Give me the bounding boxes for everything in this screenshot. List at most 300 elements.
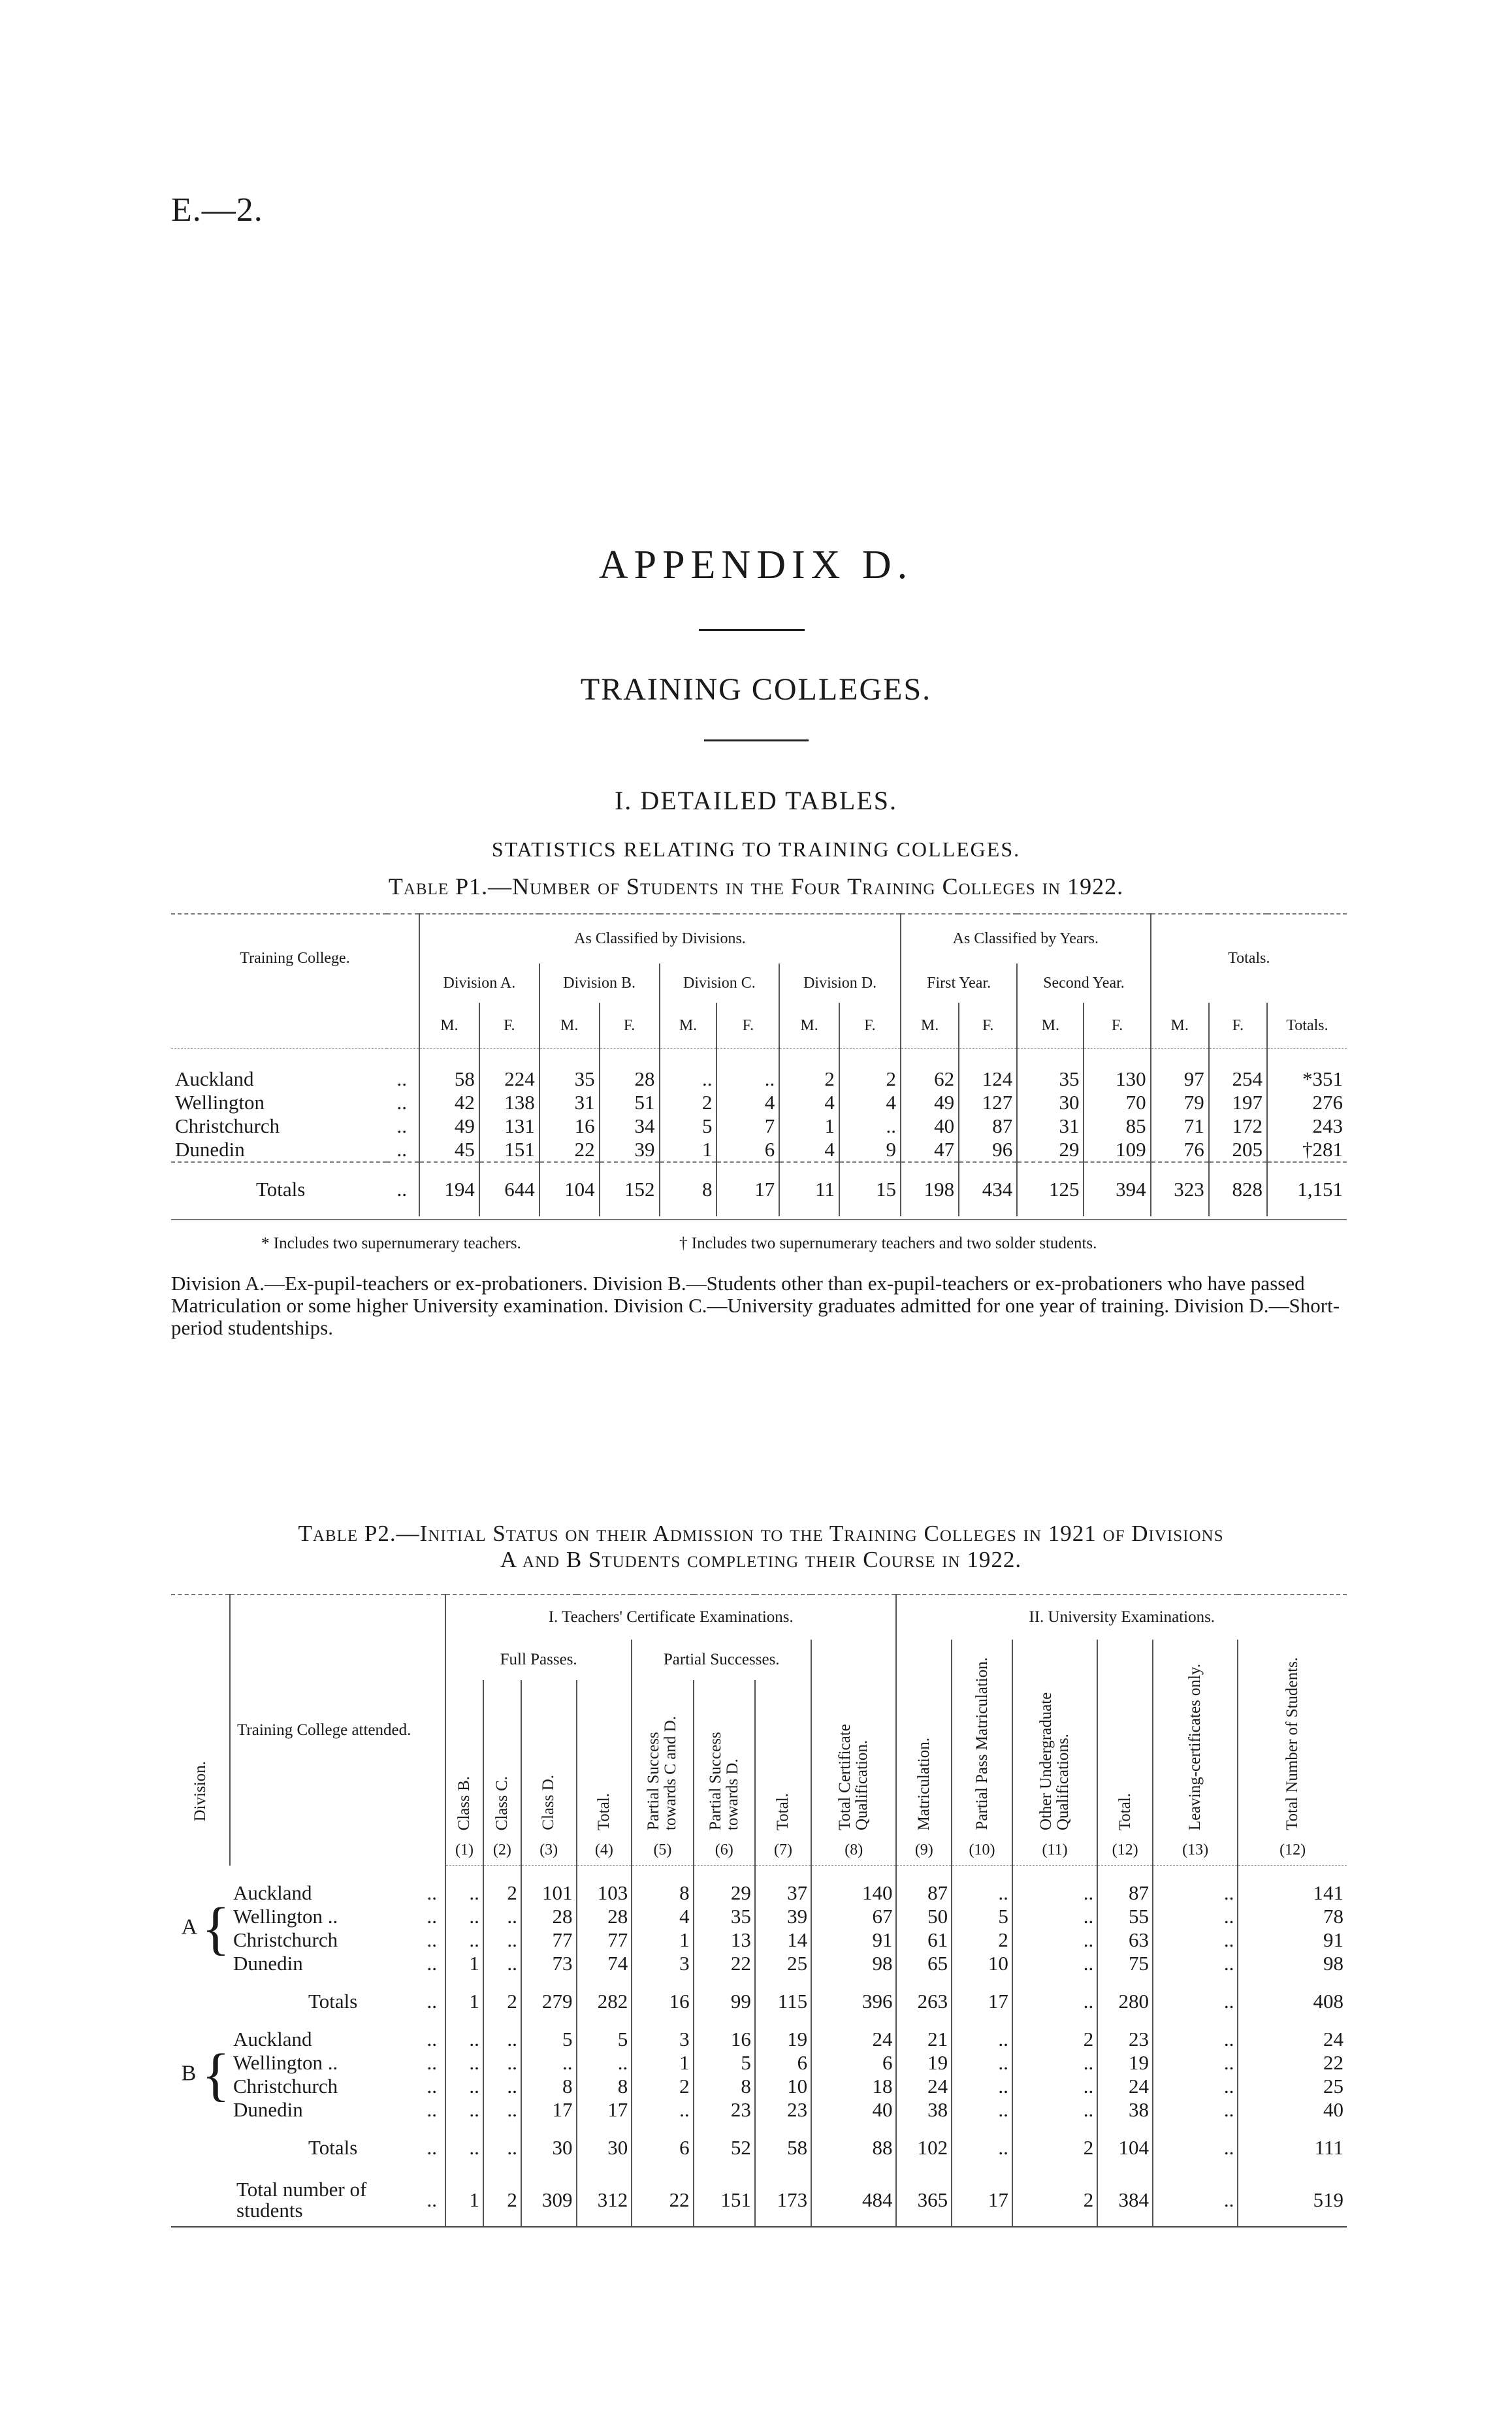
table-cell: .. xyxy=(483,2075,521,2098)
table-cell: 50 xyxy=(896,1905,952,1928)
leader-dots: .. xyxy=(426,2098,437,2121)
table-cell: 28 xyxy=(521,1905,577,1928)
table-cell: 5 xyxy=(660,1114,717,1138)
table-cell: .. xyxy=(445,2051,483,2075)
table-cell: 67 xyxy=(811,1905,896,1928)
col-leaving-cert: Leaving-certificates only. xyxy=(1153,1640,1238,1835)
group-teachers-cert: I. Teachers' Certificate Examinations. xyxy=(445,1595,896,1640)
table-cell: 2 xyxy=(1012,2028,1097,2051)
table-cell: .. xyxy=(445,1928,483,1952)
col-number: (1) xyxy=(445,1835,483,1866)
college-name: Wellington .. xyxy=(233,1905,338,1928)
col-f: F. xyxy=(959,1003,1017,1049)
table-cell: 35 xyxy=(694,1905,755,1928)
table-cell: 10 xyxy=(952,1952,1012,1975)
division-description: Division A.—Ex-pupil-teachers or ex-probationers. Division B.—Students other than ex-pupil-teachers or ex-probationers who have passed Matriculation or some higher University examination. Division C.—University graduates admitted for one year of training. Division D.—Short-period studentships. xyxy=(171,1272,1340,1339)
table-cell: .. xyxy=(952,1881,1012,1905)
page-reference: E.—2. xyxy=(171,191,263,229)
col-number: (7) xyxy=(755,1835,811,1866)
table-cell: 25 xyxy=(1238,2075,1347,2098)
leader-dots: .. xyxy=(426,1905,437,1928)
table-cell: 4 xyxy=(779,1091,839,1114)
table-cell: 23 xyxy=(694,2098,755,2122)
table-cell: 2 xyxy=(779,1067,839,1091)
table-cell: 97 xyxy=(1151,1067,1209,1091)
total-cell: 17 xyxy=(952,2174,1012,2227)
table-cell: .. xyxy=(660,1067,717,1091)
total-cell: 396 xyxy=(811,1975,896,2028)
table-cell: 19 xyxy=(755,2028,811,2051)
table-cell: 138 xyxy=(479,1091,539,1114)
table-cell: 24 xyxy=(896,2075,952,2098)
statistics-heading: STATISTICS RELATING TO TRAINING COLLEGES. xyxy=(491,837,1021,861)
table-cell: 9 xyxy=(839,1138,901,1162)
table-cell: 47 xyxy=(901,1138,959,1162)
table-cell: .. xyxy=(632,2098,693,2122)
table-cell: 172 xyxy=(1209,1114,1267,1138)
total-cell: 151 xyxy=(694,2174,755,2227)
totals-label: Totals xyxy=(308,1990,358,2013)
table-cell: .. xyxy=(1153,1905,1238,1928)
college-name: Dunedin xyxy=(233,2098,303,2121)
table-cell: 13 xyxy=(694,1928,755,1952)
table-p2-body xyxy=(171,1866,1347,2228)
table-cell: 4 xyxy=(716,1091,779,1114)
total-cell: 111 xyxy=(1238,2122,1347,2174)
leader-dots: .. xyxy=(396,1138,407,1161)
table-cell: 151 xyxy=(479,1138,539,1162)
col-training-college: Training College. xyxy=(171,914,419,1003)
table-cell: 22 xyxy=(539,1138,600,1162)
total-cell: 644 xyxy=(479,1162,539,1216)
col-full-total: Total. xyxy=(577,1680,632,1835)
col-m: M. xyxy=(660,1003,717,1049)
total-cell: 102 xyxy=(896,2122,952,2174)
grand-total-row xyxy=(171,2174,1347,2227)
table-cell: 55 xyxy=(1097,1905,1153,1928)
total-cell: 88 xyxy=(811,2122,896,2174)
table-cell: .. xyxy=(1153,2098,1238,2122)
total-cell: 8 xyxy=(660,1162,717,1216)
col-number: (5) xyxy=(632,1835,693,1866)
table-cell: 3 xyxy=(632,1952,693,1975)
table-cell: 22 xyxy=(1238,2051,1347,2075)
total-cell: 30 xyxy=(577,2122,632,2174)
col-f: F. xyxy=(1209,1003,1267,1049)
group-university: II. University Examinations. xyxy=(896,1595,1347,1640)
table-cell: .. xyxy=(483,2028,521,2051)
total-cell: 152 xyxy=(600,1162,660,1216)
total-cell: 17 xyxy=(952,1975,1012,2028)
table-cell: 78 xyxy=(1238,1905,1347,1928)
table-cell: 243 xyxy=(1267,1114,1347,1138)
table-cell: 31 xyxy=(1017,1114,1084,1138)
table-cell: 5 xyxy=(694,2051,755,2075)
table-cell: .. xyxy=(483,2098,521,2122)
col-univ-total: Total. xyxy=(1097,1640,1153,1835)
table-cell: 38 xyxy=(896,2098,952,2122)
table-cell: 2 xyxy=(660,1091,717,1114)
total-cell: 282 xyxy=(577,1975,632,2028)
table-row xyxy=(171,1905,1347,1928)
table-row xyxy=(171,2075,1347,2098)
col-m: M. xyxy=(1017,1003,1084,1049)
col-second-year: Second Year. xyxy=(1017,964,1150,1003)
table-cell: 17 xyxy=(521,2098,577,2122)
college-name: Wellington xyxy=(175,1091,265,1114)
totals-label: Totals xyxy=(171,1162,387,1216)
table-cell: .. xyxy=(445,2098,483,2122)
table-cell: 101 xyxy=(521,1881,577,1905)
table-cell: 70 xyxy=(1084,1091,1150,1114)
table-cell: 2 xyxy=(952,1928,1012,1952)
table-p2-title-line2: A and B Students completing their Course in 1922. xyxy=(500,1547,1022,1572)
table-cell: .. xyxy=(952,2075,1012,2098)
col-number: (13) xyxy=(1153,1835,1238,1866)
total-cell: 2 xyxy=(483,2174,521,2227)
col-number: (2) xyxy=(483,1835,521,1866)
total-cell: .. xyxy=(1153,2122,1238,2174)
college-name: Dunedin xyxy=(175,1138,245,1161)
table-cell: 39 xyxy=(600,1138,660,1162)
table-cell: 22 xyxy=(694,1952,755,1975)
col-class-c: Class C. xyxy=(483,1680,521,1835)
table-cell: 35 xyxy=(1017,1067,1084,1091)
table-cell: 28 xyxy=(600,1067,660,1091)
group-partial-successes: Partial Successes. xyxy=(632,1640,811,1680)
leader-dots: .. xyxy=(426,2051,437,2074)
col-m: M. xyxy=(1151,1003,1209,1049)
table-cell: .. xyxy=(445,2028,483,2051)
appendix-heading: APPENDIX D. xyxy=(598,543,914,587)
table-cell: 141 xyxy=(1238,1881,1347,1905)
total-cell: 11 xyxy=(779,1162,839,1216)
table-cell: .. xyxy=(1012,1952,1097,1975)
table-p1-body xyxy=(171,1067,1347,1162)
table-cell: 35 xyxy=(539,1067,600,1091)
col-number: (12) xyxy=(1238,1835,1347,1866)
table-cell: .. xyxy=(1153,1881,1238,1905)
table-cell: 49 xyxy=(901,1091,959,1114)
table-cell: 28 xyxy=(577,1905,632,1928)
table-cell: 98 xyxy=(1238,1952,1347,1975)
table-cell: 87 xyxy=(959,1114,1017,1138)
leader-dots: .. xyxy=(426,1881,437,1904)
table-cell: 73 xyxy=(521,1952,577,1975)
table-cell: 42 xyxy=(419,1091,479,1114)
total-cell: 365 xyxy=(896,2174,952,2227)
college-name: Auckland xyxy=(175,1067,254,1090)
table-cell: .. xyxy=(952,2028,1012,2051)
total-cell: 6 xyxy=(632,2122,693,2174)
table-cell: 77 xyxy=(577,1928,632,1952)
divider xyxy=(171,1219,1347,1220)
table-cell: 87 xyxy=(1097,1881,1153,1905)
col-number: (3) xyxy=(521,1835,577,1866)
total-cell: .. xyxy=(483,2122,521,2174)
total-cell: 30 xyxy=(521,2122,577,2174)
table-cell: 85 xyxy=(1084,1114,1150,1138)
table-cell: 6 xyxy=(755,2051,811,2075)
table-cell: .. xyxy=(1153,2075,1238,2098)
total-cell: 519 xyxy=(1238,2174,1347,2227)
col-m: M. xyxy=(901,1003,959,1049)
table-cell: 2 xyxy=(483,1881,521,1905)
leader-dots: .. xyxy=(426,1990,437,2013)
leader-dots: .. xyxy=(396,1091,407,1114)
detailed-tables-heading: I. DETAILED TABLES. xyxy=(614,786,898,815)
col-total-cert: Total Certificate Qualification. xyxy=(811,1640,896,1835)
col-division: Division. xyxy=(171,1595,230,1866)
total-cell: 22 xyxy=(632,2174,693,2227)
footnote-dagger: † Includes two supernumerary teachers and two solder students. xyxy=(679,1235,1097,1252)
table-cell: 130 xyxy=(1084,1067,1150,1091)
col-college-attended: Training College attended. xyxy=(230,1595,445,1866)
table-cell: 6 xyxy=(716,1138,779,1162)
col-m: M. xyxy=(539,1003,600,1049)
total-cell: 125 xyxy=(1017,1162,1084,1216)
table-cell: 10 xyxy=(755,2075,811,2098)
table-cell: 23 xyxy=(1097,2028,1153,2051)
col-number: (12) xyxy=(1097,1835,1153,1866)
divider xyxy=(699,629,805,631)
total-cell: .. xyxy=(1153,2174,1238,2227)
table-cell: 1 xyxy=(632,1928,693,1952)
table-cell: 98 xyxy=(811,1952,896,1975)
table-cell: 2 xyxy=(632,2075,693,2098)
college-name: Christchurch xyxy=(233,2075,338,2098)
table-cell: 131 xyxy=(479,1114,539,1138)
college-name: Auckland xyxy=(233,2028,312,2050)
table-cell: 205 xyxy=(1209,1138,1267,1162)
table-cell: 24 xyxy=(1097,2075,1153,2098)
total-cell: 15 xyxy=(839,1162,901,1216)
totals-row-a xyxy=(171,1975,1347,2028)
division-label: B { xyxy=(181,2042,230,2107)
table-cell: 8 xyxy=(632,1881,693,1905)
table-cell: 23 xyxy=(755,2098,811,2122)
divider xyxy=(704,739,809,741)
col-partial-d: Partial Success towards D. xyxy=(694,1680,755,1835)
total-cell: 279 xyxy=(521,1975,577,2028)
leader-dots: .. xyxy=(419,2174,445,2227)
table-cell: .. xyxy=(1012,2051,1097,2075)
leader-dots: .. xyxy=(426,1928,437,1951)
table-cell: 79 xyxy=(1151,1091,1209,1114)
total-cell: 104 xyxy=(1097,2122,1153,2174)
totals-row-b xyxy=(171,2122,1347,2174)
table-cell: 5 xyxy=(577,2028,632,2051)
total-cell: 99 xyxy=(694,1975,755,2028)
table-cell: 14 xyxy=(755,1928,811,1952)
total-cell: 309 xyxy=(521,2174,577,2227)
table-cell: 45 xyxy=(419,1138,479,1162)
table-cell: 58 xyxy=(419,1067,479,1091)
table-cell: 77 xyxy=(521,1928,577,1952)
total-cell: 2 xyxy=(1012,2174,1097,2227)
table-cell: 4 xyxy=(839,1091,901,1114)
table-row xyxy=(171,1881,1347,1905)
table-row xyxy=(171,1114,1347,1138)
table-cell: 1 xyxy=(632,2051,693,2075)
total-cell: 484 xyxy=(811,2174,896,2227)
table-cell: 91 xyxy=(1238,1928,1347,1952)
table-cell: 40 xyxy=(811,2098,896,2122)
table-cell: 4 xyxy=(779,1138,839,1162)
table-cell: 1 xyxy=(445,1952,483,1975)
blank xyxy=(171,1003,419,1049)
table-cell: .. xyxy=(445,2075,483,2098)
table-row xyxy=(171,2051,1347,2075)
table-cell: 29 xyxy=(1017,1138,1084,1162)
table-cell: 8 xyxy=(577,2075,632,2098)
col-number: (4) xyxy=(577,1835,632,1866)
col-f: F. xyxy=(600,1003,660,1049)
table-cell: .. xyxy=(577,2051,632,2075)
totals-label: Total number of students xyxy=(230,2174,419,2227)
total-cell: 408 xyxy=(1238,1975,1347,2028)
col-number: (10) xyxy=(952,1835,1012,1866)
table-cell: 65 xyxy=(896,1952,952,1975)
table-cell: 18 xyxy=(811,2075,896,2098)
group-divisions: As Classified by Divisions. xyxy=(419,914,901,964)
total-cell: 312 xyxy=(577,2174,632,2227)
table-cell: 49 xyxy=(419,1114,479,1138)
leader-dots: .. xyxy=(426,2136,437,2159)
table-cell: .. xyxy=(1012,1905,1097,1928)
col-m: M. xyxy=(419,1003,479,1049)
total-cell: 1 xyxy=(445,2174,483,2227)
total-cell: .. xyxy=(1153,1975,1238,2028)
table-cell: 63 xyxy=(1097,1928,1153,1952)
division-label: A { xyxy=(181,1896,230,1961)
table-cell: 6 xyxy=(811,2051,896,2075)
table-cell: 87 xyxy=(896,1881,952,1905)
table-cell: .. xyxy=(952,2098,1012,2122)
total-cell: 115 xyxy=(755,1975,811,2028)
table-cell: 3 xyxy=(632,2028,693,2051)
col-f: F. xyxy=(1084,1003,1150,1049)
table-cell: .. xyxy=(483,1928,521,1952)
col-other-undergrad: Other Undergraduate Qualifications. xyxy=(1012,1640,1097,1835)
table-cell: 51 xyxy=(600,1091,660,1114)
table-cell: 61 xyxy=(896,1928,952,1952)
table-cell: .. xyxy=(1012,1881,1097,1905)
section-heading: TRAINING COLLEGES. xyxy=(580,672,932,707)
table-cell: 197 xyxy=(1209,1091,1267,1114)
table-cell: 19 xyxy=(896,2051,952,2075)
table-cell: 62 xyxy=(901,1067,959,1091)
table-p2-title xyxy=(176,1521,1345,1573)
leader-dots: .. xyxy=(387,1162,419,1216)
total-cell: 384 xyxy=(1097,2174,1153,2227)
table-p1 xyxy=(171,913,1347,1216)
total-cell: 280 xyxy=(1097,1975,1153,2028)
college-name: Auckland xyxy=(233,1881,312,1904)
table-cell: 8 xyxy=(521,2075,577,2098)
total-cell: .. xyxy=(1012,1975,1097,2028)
total-cell: 173 xyxy=(755,2174,811,2227)
table-cell: 25 xyxy=(755,1952,811,1975)
table-cell: 96 xyxy=(959,1138,1017,1162)
table-cell: 75 xyxy=(1097,1952,1153,1975)
total-cell: 194 xyxy=(419,1162,479,1216)
total-cell: 394 xyxy=(1084,1162,1150,1216)
col-m: M. xyxy=(779,1003,839,1049)
total-cell: .. xyxy=(952,2122,1012,2174)
table-cell: 4 xyxy=(632,1905,693,1928)
leader-dots: .. xyxy=(396,1067,407,1090)
table-row xyxy=(171,2098,1347,2122)
table-row xyxy=(171,1138,1347,1162)
table-cell: .. xyxy=(1012,2075,1097,2098)
total-cell: 434 xyxy=(959,1162,1017,1216)
table-cell: .. xyxy=(445,1881,483,1905)
col-number: (6) xyxy=(694,1835,755,1866)
table-cell: 124 xyxy=(959,1067,1017,1091)
table-cell: 7 xyxy=(716,1114,779,1138)
table-cell: 39 xyxy=(755,1905,811,1928)
table-cell: 224 xyxy=(479,1067,539,1091)
table-cell: .. xyxy=(483,1905,521,1928)
table-cell: .. xyxy=(716,1067,779,1091)
table-cell: .. xyxy=(445,1905,483,1928)
table-p1-title: Table P1.—Number of Students in the Four Training Colleges in 1922. xyxy=(388,873,1124,899)
table-cell: .. xyxy=(1012,2098,1097,2122)
table-cell: 30 xyxy=(1017,1091,1084,1114)
table-row xyxy=(171,1952,1347,1975)
col-class-d: Class D. xyxy=(521,1680,577,1835)
table-cell: .. xyxy=(483,2051,521,2075)
table-cell: 5 xyxy=(952,1905,1012,1928)
table-p2 xyxy=(171,1594,1347,2228)
table-cell: 34 xyxy=(600,1114,660,1138)
total-cell: 104 xyxy=(539,1162,600,1216)
table-cell: 19 xyxy=(1097,2051,1153,2075)
table-cell: .. xyxy=(1153,1952,1238,1975)
table-cell: .. xyxy=(521,2051,577,2075)
total-cell: 17 xyxy=(716,1162,779,1216)
table-cell: 2 xyxy=(839,1067,901,1091)
total-cell: 323 xyxy=(1151,1162,1209,1216)
table-cell: 38 xyxy=(1097,2098,1153,2122)
table-cell: 37 xyxy=(755,1881,811,1905)
table-cell: 127 xyxy=(959,1091,1017,1114)
leader-dots: .. xyxy=(426,2028,437,2050)
col-matriculation: Matriculation. xyxy=(896,1640,952,1835)
table-cell: .. xyxy=(952,2051,1012,2075)
col-f: F. xyxy=(716,1003,779,1049)
group-years: As Classified by Years. xyxy=(901,914,1151,964)
table-p2-title-line1: Table P2.—Initial Status on their Admission to the Training Colleges in 1921 of Divisions xyxy=(298,1521,1224,1546)
table-row xyxy=(171,1067,1347,1091)
table-cell: .. xyxy=(1012,1928,1097,1952)
table-cell: 40 xyxy=(901,1114,959,1138)
table-cell: 17 xyxy=(577,2098,632,2122)
table-row xyxy=(171,2028,1347,2051)
college-name: Christchurch xyxy=(175,1114,280,1137)
table-cell: 21 xyxy=(896,2028,952,2051)
table-cell: 74 xyxy=(577,1952,632,1975)
table-cell: .. xyxy=(483,1952,521,1975)
total-cell: 52 xyxy=(694,2122,755,2174)
col-partial-cd: Partial Success towards C and D. xyxy=(632,1680,693,1835)
table-cell: 29 xyxy=(694,1881,755,1905)
table-cell: 140 xyxy=(811,1881,896,1905)
col-f: F. xyxy=(479,1003,539,1049)
col-number: (11) xyxy=(1012,1835,1097,1866)
table-cell: 5 xyxy=(521,2028,577,2051)
